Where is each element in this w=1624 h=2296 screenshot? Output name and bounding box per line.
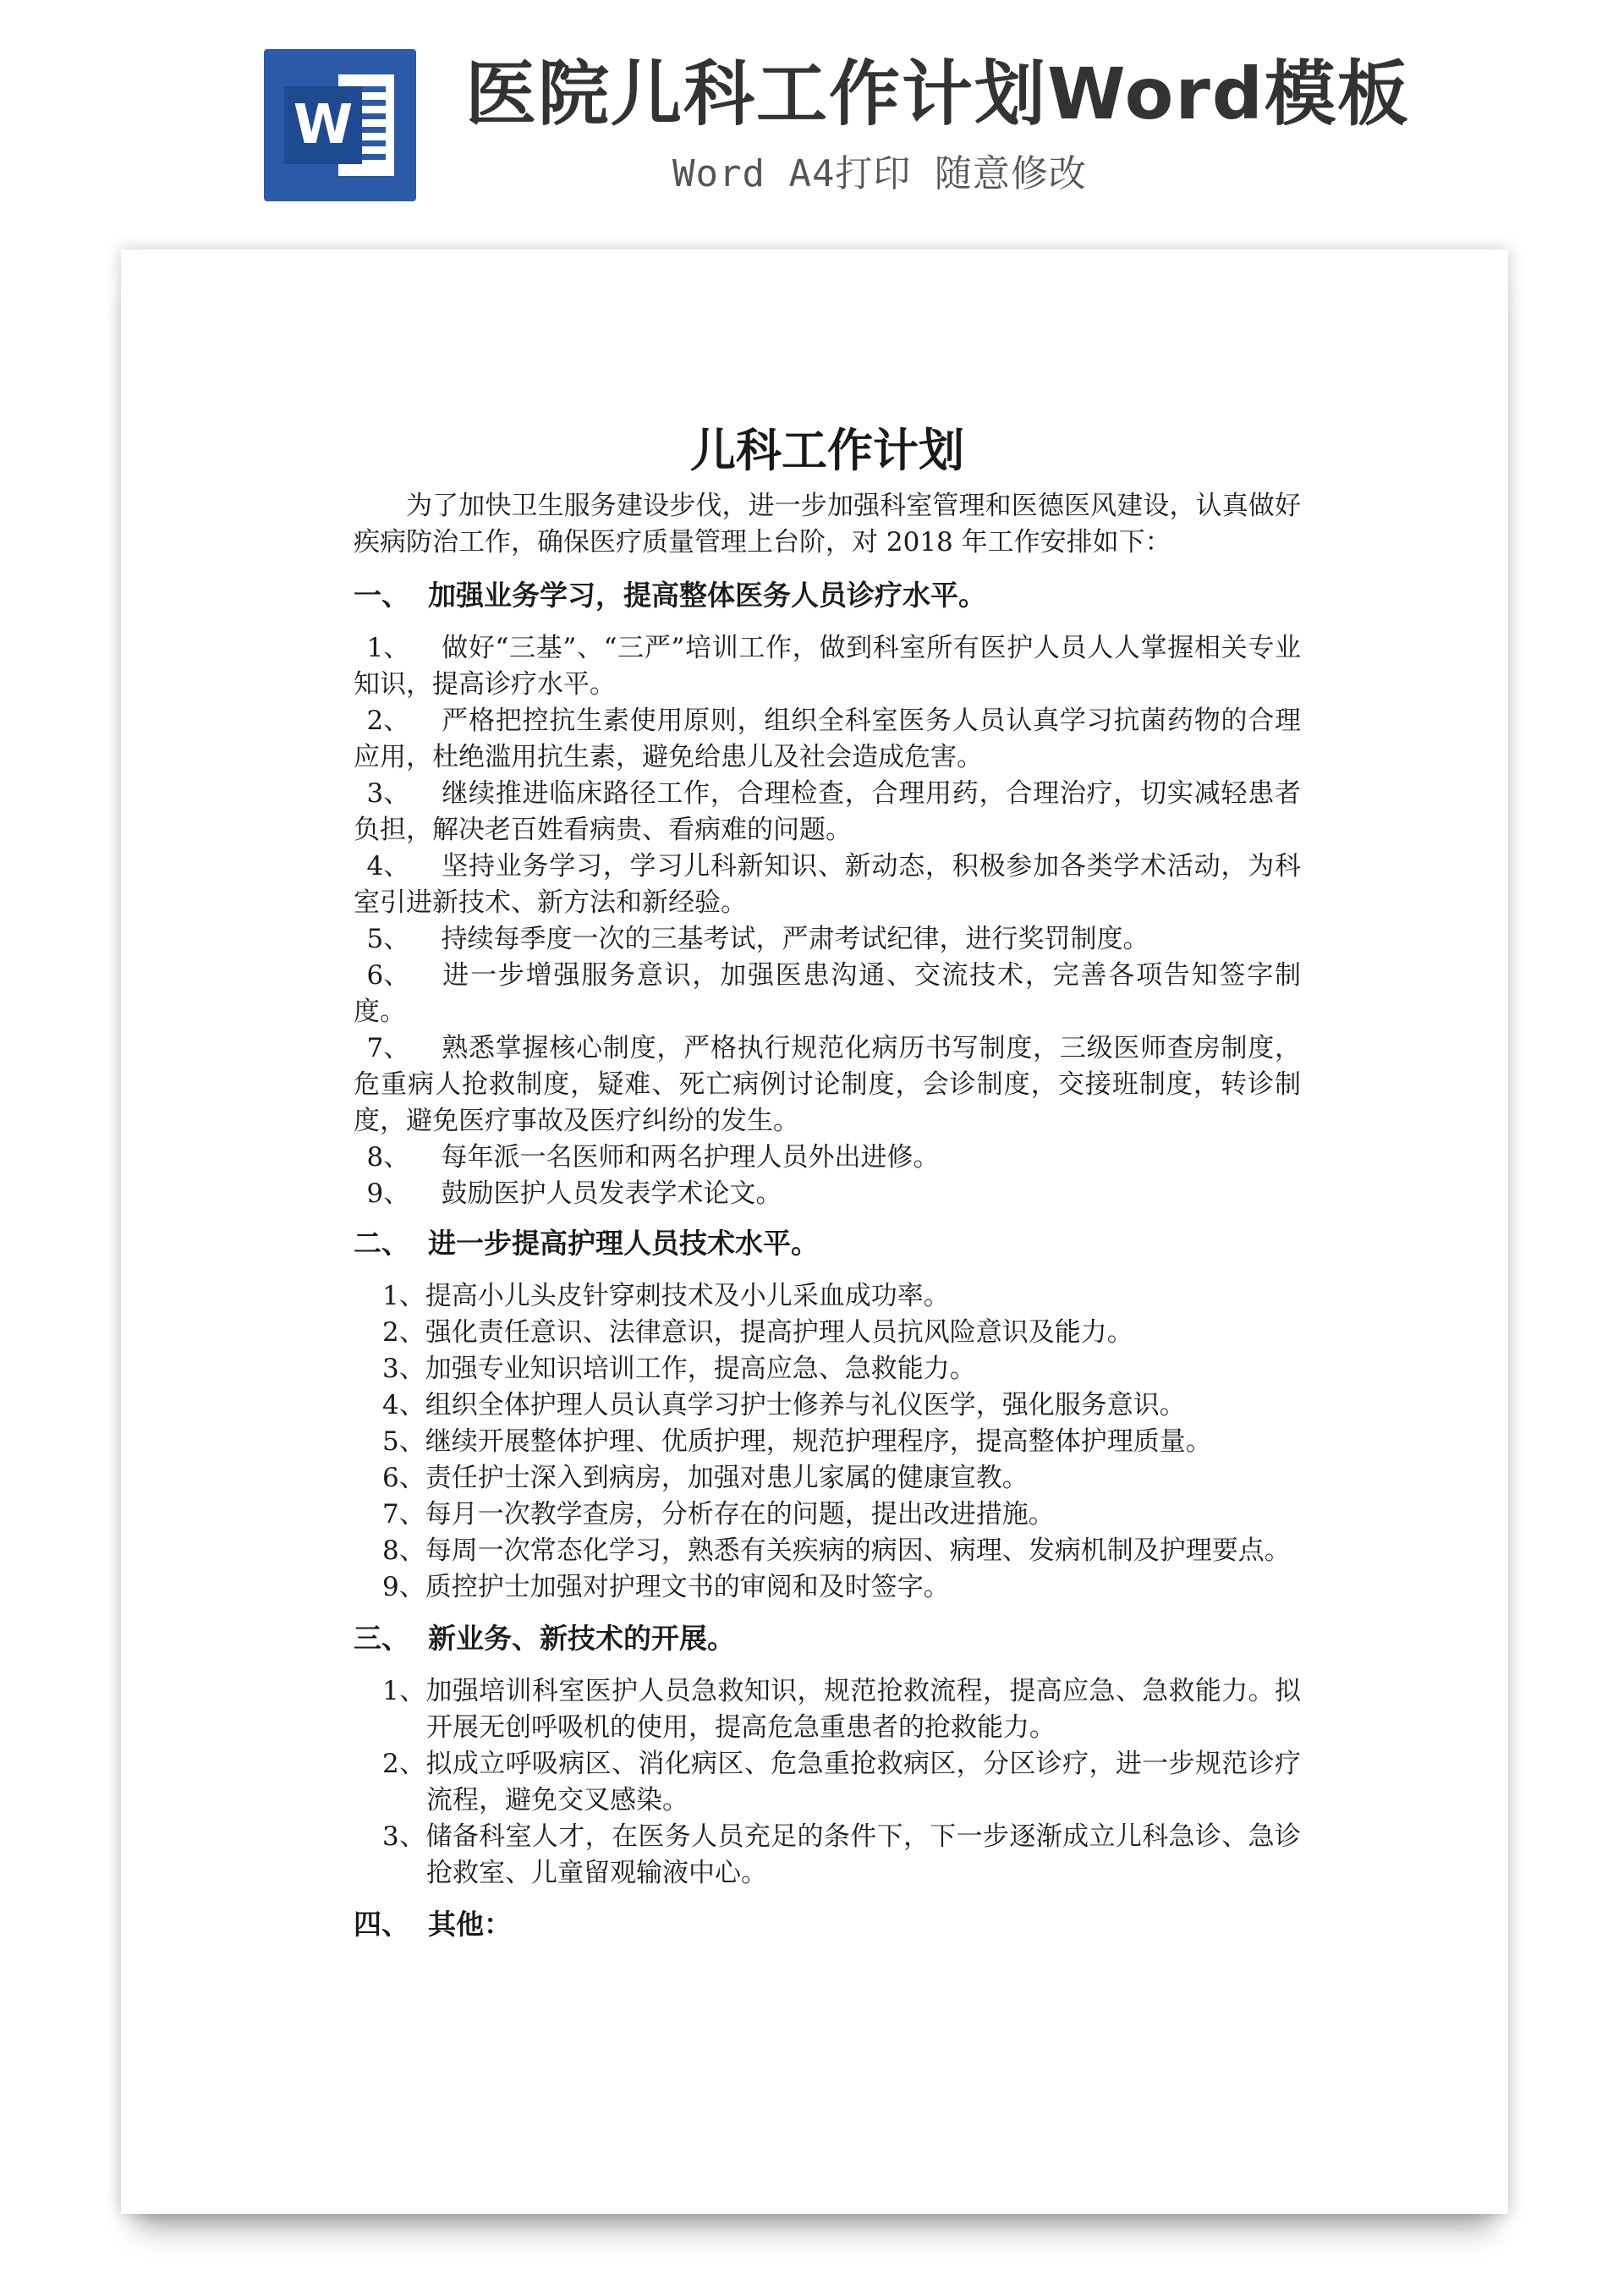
section-heading xyxy=(354,1222,1301,1265)
list-item: 1、提高小儿头皮针穿刺技术及小儿采血成功率。 xyxy=(382,1281,950,1311)
section-list xyxy=(354,1278,1301,1606)
list-item: 2、拟成立呼吸病区、消化病区、危急重抢救病区，分区诊疗，进一步规范诊疗流程，避免交叉感染。 xyxy=(382,1749,1301,1815)
list-item: 5、 持续每季度一次的三基考试，严肃考试纪律，进行奖罚制度。 xyxy=(366,924,1149,954)
section-title: 进一步提高护理人员技术水平。 xyxy=(428,1227,819,1260)
banner xyxy=(0,0,1624,220)
document-page xyxy=(121,250,1508,2214)
section-title: 其他： xyxy=(428,1908,512,1941)
list-item: 6、 进一步增强服务意识，加强医患沟通、交流技术，完善各项告知签字制度。 xyxy=(354,960,1301,1027)
list-item: 1、 做好“三基”、“三严”培训工作，做到科室所有医护人员人人掌握相关专业知识，提高诊疗水平。 xyxy=(354,633,1301,700)
list-item: 7、每月一次教学查房，分析存在的问题，提出改进措施。 xyxy=(382,1499,1055,1530)
banner-subtitle: Word A4打印 随意修改 xyxy=(672,152,1087,195)
section-number: 四、 xyxy=(354,1908,409,1941)
list-item: 8、每周一次常态化学习，熟悉有关疾病的病因、病理、发病机制及护理要点。 xyxy=(382,1535,1291,1566)
section-number: 二、 xyxy=(354,1227,409,1260)
list-item: 8、 每年派一名医师和两名护理人员外出进修。 xyxy=(366,1142,940,1173)
list-item: 2、强化责任意识、法律意识，提高护理人员抗风险意识及能力。 xyxy=(382,1317,1133,1348)
list-item: 7、 熟悉掌握核心制度，严格执行规范化病历书写制度，三级医师查房制度，危重病人抢救制度，疑难、死亡病例讨论制度，会诊制度，交接班制度，转诊制度，避免医疗事故及医疗纠纷的发生。 xyxy=(354,1033,1301,1136)
section-heading xyxy=(354,574,1301,617)
list-item: 2、 严格把控抗生素使用原则，组织全科室医务人员认真学习抗菌药物的合理应用，杜绝滥用抗生素，避免给患儿及社会造成危害。 xyxy=(354,706,1301,772)
list-item: 4、 坚持业务学习，学习儿科新知识、新动态，积极参加各类学术活动，为科室引进新技术、新方法和新经验。 xyxy=(354,851,1301,918)
section-heading xyxy=(354,1618,1301,1660)
section-heading xyxy=(354,1903,1301,1946)
banner-title: 医院儿科工作计划Word模板 xyxy=(465,52,1410,135)
list-item: 1、加强培训科室医护人员急救知识，规范抢救流程，提高应急、急救能力。拟开展无创呼吸机的使用，提高危急重患者的抢救能力。 xyxy=(382,1676,1301,1743)
section-list xyxy=(354,1673,1301,1892)
list-item: 3、储备科室人才，在医务人员充足的条件下，下一步逐渐成立儿科急诊、急诊抢救室、儿童留观输液中心。 xyxy=(382,1821,1301,1888)
intro-paragraph: 为了加快卫生服务建设步伐，进一步加强科室管理和医德医风建设，认真做好疾病防治工作，确保医疗质量管理上台阶，对 2018 年工作安排如下： xyxy=(354,491,1301,558)
section-list xyxy=(354,630,1301,1212)
list-item: 9、质控护士加强对护理文书的审阅和及时签字。 xyxy=(382,1572,950,1602)
document-title: 儿科工作计划 xyxy=(690,424,964,477)
section-number: 三、 xyxy=(354,1622,409,1655)
word-icon xyxy=(264,49,416,201)
list-item: 6、责任护士深入到病房，加强对患儿家属的健康宣教。 xyxy=(382,1463,1029,1493)
list-item: 3、 继续推进临床路径工作，合理检查，合理用药，合理治疗，切实减轻患者负担，解决老百姓看病贵、看病难的问题。 xyxy=(354,778,1301,845)
list-item: 4、组织全体护理人员认真学习护士修养与礼仪医学，强化服务意识。 xyxy=(382,1390,1186,1420)
document-content xyxy=(354,419,1301,1959)
list-item: 9、 鼓励医护人员发表学术论文。 xyxy=(366,1178,782,1209)
section-title: 加强业务学习，提高整体医务人员诊疗水平。 xyxy=(428,579,986,612)
section-number: 一、 xyxy=(354,579,409,612)
list-item: 5、继续开展整体护理、优质护理，规范护理程序，提高整体护理质量。 xyxy=(382,1426,1212,1457)
word-logo-letter: W xyxy=(284,86,362,164)
list-item: 3、加强专业知识培训工作，提高应急、急救能力。 xyxy=(382,1354,976,1384)
section-title: 新业务、新技术的开展。 xyxy=(428,1622,735,1655)
